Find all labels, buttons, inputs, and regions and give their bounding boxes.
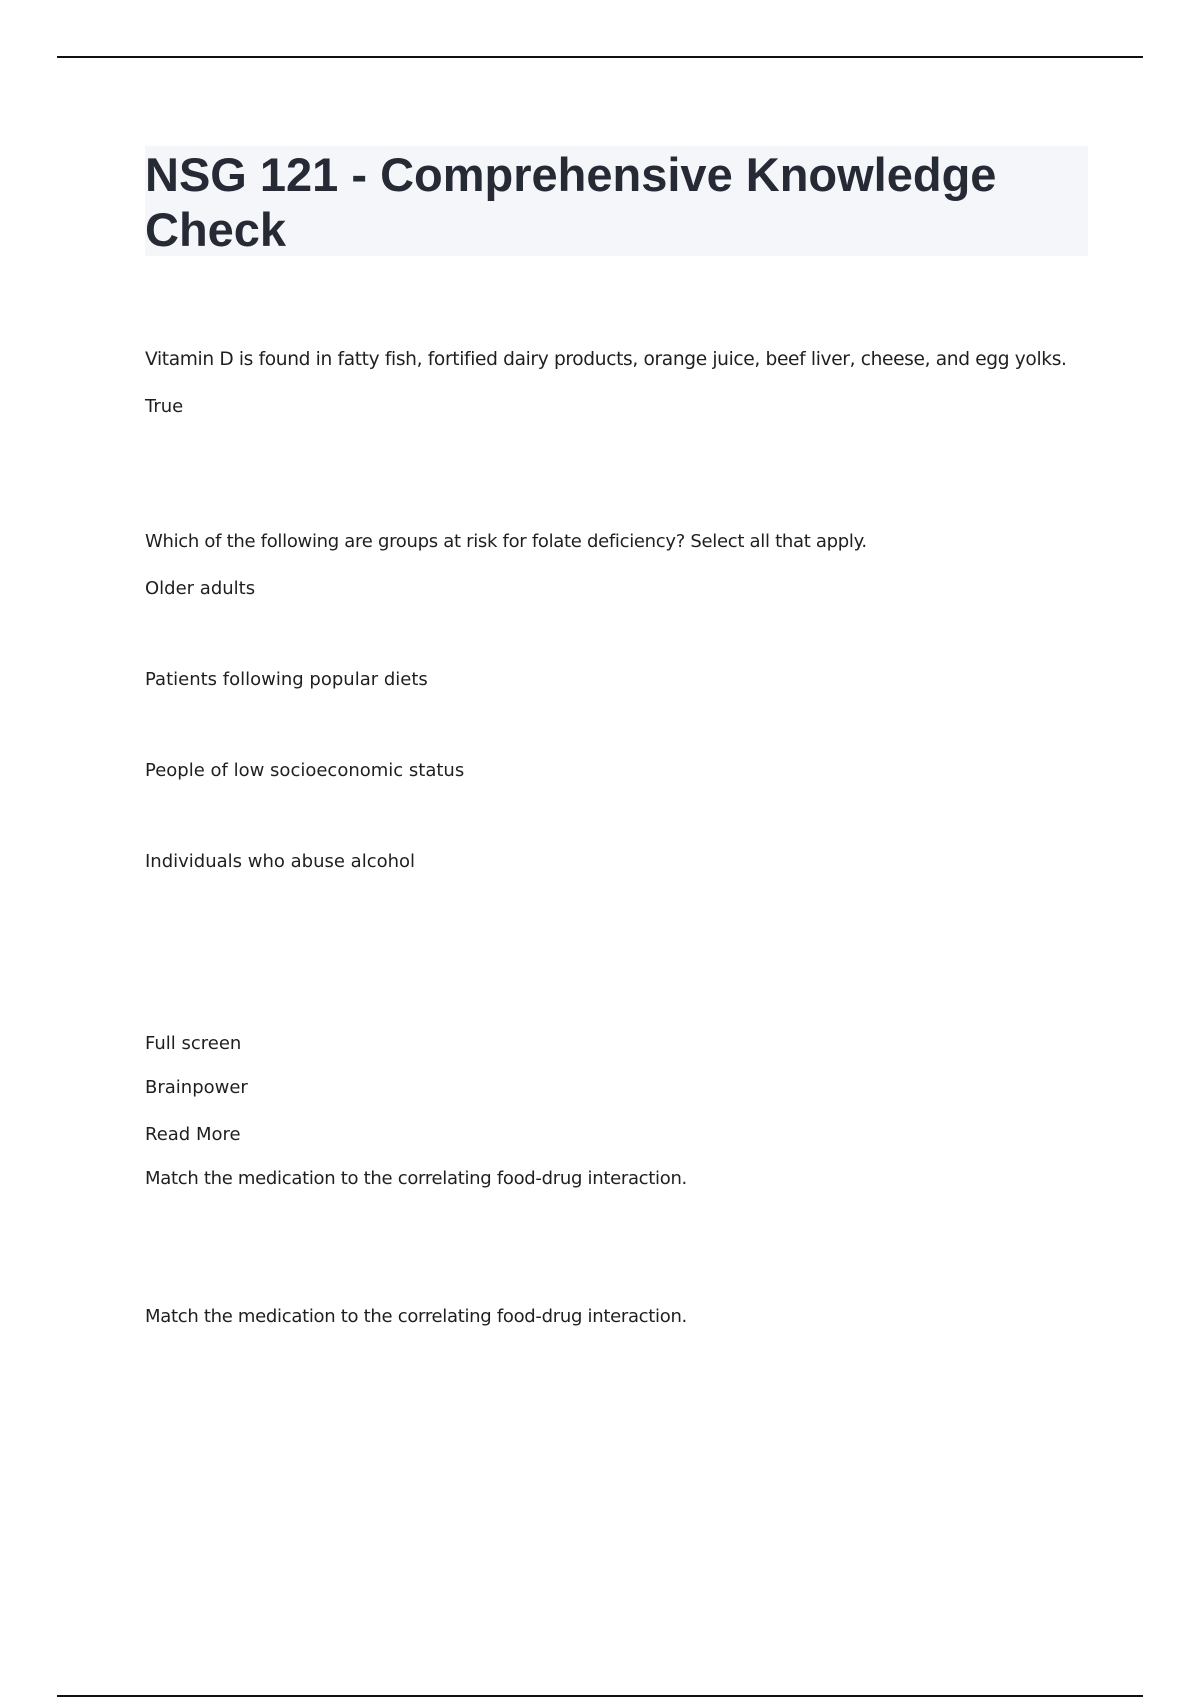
matching-question-2: Match the medication to the correlating food-drug interaction. (145, 1306, 687, 1327)
question-1-answer: True (145, 396, 184, 417)
read-more-link[interactable]: Read More (145, 1124, 241, 1145)
question-2-answer-3: People of low socioeconomic status (145, 760, 465, 781)
top-rule (57, 56, 1143, 58)
brainpower-link[interactable]: Brainpower (145, 1077, 248, 1098)
question-2-answer-2: Patients following popular diets (145, 669, 428, 690)
matching-question-1: Match the medication to the correlating food-drug interaction. (145, 1168, 687, 1189)
question-1-text: Vitamin D is found in fatty fish, fortified dairy products, orange juice, beef liver, cheese, and egg yolks. (145, 349, 1067, 370)
bottom-rule (57, 1695, 1143, 1697)
page-title: NSG 121 - Comprehensive Knowledge Check (145, 148, 997, 256)
question-2-answer-4: Individuals who abuse alcohol (145, 851, 416, 872)
full-screen-link[interactable]: Full screen (145, 1033, 242, 1054)
question-2-answer-1: Older adults (145, 578, 256, 599)
question-2-text: Which of the following are groups at risk for folate deficiency? Select all that apply. (145, 531, 867, 552)
